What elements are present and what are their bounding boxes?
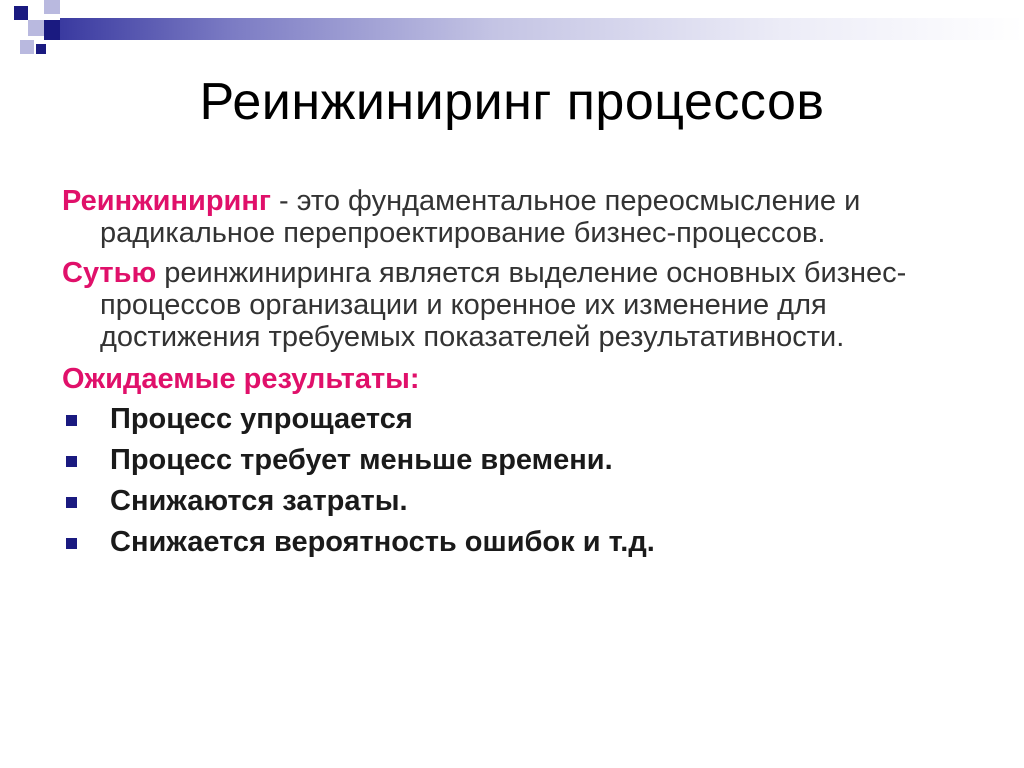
decor-gradient-bar: [60, 18, 1024, 40]
list-item-text: Процесс упрощается: [110, 403, 413, 435]
results-list: [62, 399, 982, 563]
square-bullet-icon: [66, 497, 77, 508]
decor-square-lavender: [20, 40, 34, 54]
slide-title: Реинжиниринг процессов: [199, 73, 825, 131]
list-item: [62, 522, 982, 563]
essence-text: реинжиниринга является выделение основных бизнес-процессов организации и коренное их изменение для достижения требуемых показателей результативности.: [100, 257, 907, 353]
list-item: [62, 481, 982, 522]
slide-content: [62, 185, 982, 563]
list-item-text: Снижаются затраты.: [110, 485, 408, 517]
square-bullet-icon: [66, 456, 77, 467]
list-item: [62, 440, 982, 481]
square-bullet-icon: [66, 538, 77, 549]
list-item: [62, 399, 982, 440]
definition-term: Реинжиниринг: [62, 185, 271, 217]
decor-square-lavender: [28, 20, 44, 36]
decor-square-navy: [44, 20, 60, 40]
decor-square-lavender: [44, 0, 60, 14]
decor-square-navy: [36, 44, 46, 54]
essence-term: Сутью: [62, 257, 157, 289]
list-item-text: Процесс требует меньше времени.: [110, 444, 613, 476]
definition-paragraph: [62, 185, 982, 249]
decor-square-navy: [14, 6, 28, 20]
results-heading: Ожидаемые результаты:: [62, 363, 420, 395]
square-bullet-icon: [66, 415, 77, 426]
definition-text: - это фундаментальное переосмысление и радикальное перепроектирование бизнес-процессов.: [100, 185, 861, 249]
list-item-text: Снижается вероятность ошибок и т.д.: [110, 526, 655, 558]
essence-paragraph: [62, 257, 982, 353]
